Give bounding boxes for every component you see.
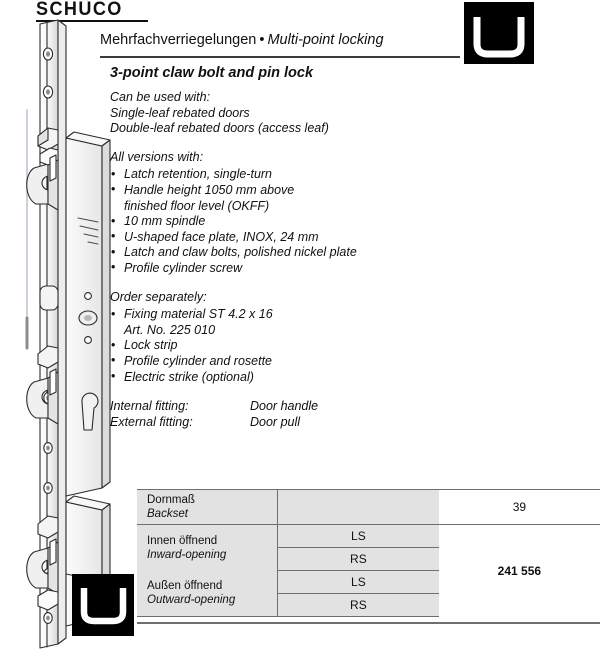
order-item <box>110 354 510 370</box>
versions-item <box>110 214 510 230</box>
table-cell-hand-blank <box>278 490 439 525</box>
table-row <box>137 490 600 525</box>
versions-item-text: Profile cylinder screw <box>124 260 243 275</box>
versions-item-text: Handle height 1050 mm above <box>124 182 295 197</box>
fitting-label-internal: Internal fitting: <box>110 399 189 414</box>
fitting-row-internal <box>110 399 510 415</box>
header-title-separator: • <box>259 32 265 48</box>
order-item-text: Electric strike (optional) <box>124 369 254 384</box>
table-cell-backset-value: 39 <box>439 490 600 525</box>
header-title <box>100 30 460 50</box>
specification-table <box>137 489 600 623</box>
table-cell-hand-rs-outward: RS <box>278 594 439 617</box>
article-number-value: 241 556 <box>497 563 542 578</box>
page-header <box>100 30 460 56</box>
header-title-en: Multi-point locking <box>267 32 384 48</box>
order-item-text: Profile cylinder and rosette <box>124 353 272 368</box>
table-cell-label-outward <box>137 571 278 617</box>
table-label-de: Dornmaß <box>147 494 195 506</box>
product-content <box>110 64 510 430</box>
usage-item-0: Single-leaf rebated doors <box>110 105 250 120</box>
table-label-en: Inward-opening <box>147 548 227 561</box>
order-item-text: Fixing material ST 4.2 x 16 <box>124 307 273 322</box>
versions-item <box>110 183 510 214</box>
header-title-de: Mehrfachverriegelungen <box>100 32 257 48</box>
table-label-en: Backset <box>147 508 188 520</box>
versions-heading: All versions with: <box>110 149 204 164</box>
versions-item-text: 10 mm spindle <box>124 214 206 229</box>
table-cell-label-inward <box>137 525 278 571</box>
versions-item-cont: finished floor level (OKFF) <box>124 198 270 213</box>
versions-item-text: Latch and claw bolts, polished nickel plate <box>124 245 357 260</box>
face-plate-icon-top <box>464 2 534 64</box>
order-heading: Order separately: <box>110 289 207 304</box>
table-cell-label-backset <box>137 490 278 525</box>
versions-item <box>110 230 510 246</box>
versions-item <box>110 245 510 261</box>
table-cell-article-number <box>439 525 600 617</box>
brand-logo-text: SCHÜCO <box>36 0 123 20</box>
fitting-value-external: Door pull <box>250 414 301 429</box>
table-cell-hand-ls-outward: LS <box>278 571 439 594</box>
versions-item <box>110 261 510 277</box>
table-label-en: Outward-opening <box>147 594 236 607</box>
fitting-value-internal: Door handle <box>250 399 319 414</box>
usage-heading: Can be used with: <box>110 90 211 104</box>
fitting-row-external <box>110 415 510 431</box>
header-divider <box>100 56 460 58</box>
table-label-de: Innen öffnend <box>147 534 218 547</box>
usage-item-1: Double-leaf rebated doors (access leaf) <box>110 121 329 136</box>
order-item-text: Lock strip <box>124 338 178 353</box>
product-technical-drawing <box>14 18 124 650</box>
table-cell-hand-ls-inward: LS <box>278 525 439 548</box>
fittings-block <box>110 399 510 430</box>
order-item <box>110 307 510 338</box>
fitting-label-external: External fitting: <box>110 414 193 429</box>
versions-item-text: U-shaped face plate, INOX, 24 mm <box>124 229 319 244</box>
face-plate-icon-bottom <box>72 574 134 636</box>
table-bottom-border <box>137 622 600 624</box>
spec-table-grid <box>137 489 600 617</box>
order-item-article: Art. No. 225 010 <box>124 322 216 337</box>
table-cell-hand-rs-inward: RS <box>278 548 439 571</box>
versions-item <box>110 167 510 183</box>
versions-item-text: Latch retention, single-turn <box>124 167 273 182</box>
order-item <box>110 370 510 386</box>
versions-list <box>110 167 510 276</box>
page-title: 3-point claw bolt and pin lock <box>110 65 314 81</box>
table-label-de: Außen öffnend <box>147 580 223 593</box>
table-row <box>137 525 600 548</box>
order-item <box>110 338 510 354</box>
order-list <box>110 307 510 385</box>
